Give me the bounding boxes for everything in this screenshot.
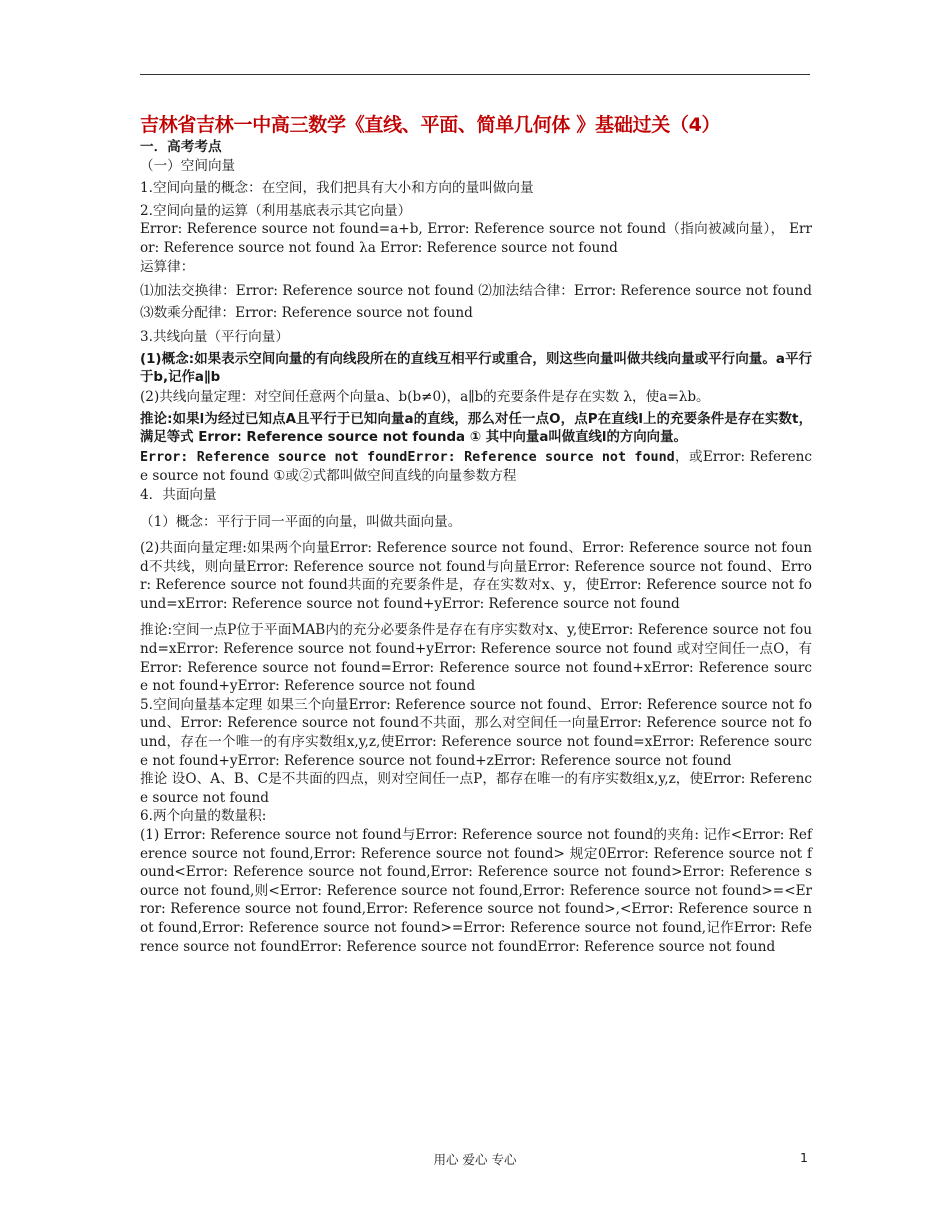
footer-text: 用心 爱心 专心 xyxy=(433,1152,517,1167)
paragraph-coplanar-theorem: (2)共面向量定理:如果两个向量Error: Reference source not found、Error: Reference source not found不共线，则向量Error: Reference source not found与向量Error: Reference source not found、Error: Reference source not found共面的充要条件是，存在实数对x、y，使Error: Reference source not found=xError: Reference source not found+yError: Reference source not found xyxy=(140,540,812,612)
paragraph-rules: ⑴加法交换律：Error: Reference source not found ⑵加法结合律：Error: Reference source not found ⑶数乘分配律：Error: Reference source not found xyxy=(140,283,812,322)
paragraph-rules-label: 运算律： xyxy=(140,258,195,275)
paragraph-basic-corollary: 推论 设O、A、B、C是不共面的四点，则对空间任一点P，都存在唯一的有序实数组x,y,z，使Error: Reference source not found xyxy=(140,771,812,806)
paragraph-concept: 1.空间向量的概念：在空间，我们把具有大小和方向的量叫做向量 xyxy=(140,180,534,197)
document-body xyxy=(140,112,812,956)
paragraph-coplanar-corollary: 推论:空间一点P位于平面MAB内的充分必要条件是存在有序实数对x、y,使Error: Reference source not found=xError: Reference source not found+yError: Reference source not found 或对空间任一点O，有Error: Reference source not found=Error: Reference source not found+xError: Reference source not found+yError: Reference source not found xyxy=(140,622,812,695)
paragraph-collinear-theorem: (2)共线向量定理：对空间任意两个向量a、b(b≠0)，a∥b的充要条件是存在实数 λ，使a=λb。 xyxy=(140,388,710,405)
paragraph-operations: 2.空间向量的运算（利用基底表示其它向量） xyxy=(140,202,412,219)
page-number: 1 xyxy=(800,1150,808,1165)
header-rule xyxy=(140,74,810,75)
section-heading: 一．高考考点 xyxy=(140,139,222,155)
line-equation-rest: ，或Error: Reference source not found ①或②式都叫做空间直线的向量参数方程 xyxy=(140,448,812,485)
paragraph-operations-formulas: Error: Reference source not found=a+b, Error: Reference source not found（指向被减向量）， Error: Reference source not found λa Error: Reference source not found xyxy=(140,221,812,256)
paragraph-line-equation xyxy=(140,448,812,486)
paragraph-collinear-concept: (1)概念:如果表示空间向量的有向线段所在的直线互相平行或重合，则这些向量叫做共线向量或平行向量。a平行于b,记作a∥b xyxy=(140,351,812,386)
paragraph-collinear-corollary: 推论:如果l为经过已知点A且平行于已知向量a的直线，那么对任一点O，点P在直线l上的充要条件是存在实数t，满足等式 Error: Reference source not founda ① 其中向量a叫做直线l的方向向量。 xyxy=(140,411,812,446)
paragraph-dot-product-angle: (1) Error: Reference source not found与Error: Reference source not found的夹角: 记作<Error: Reference source not found,Error: Reference source not found> 规定0Error: Reference source not found<Error: Reference source not found,Error: Reference source not found>Error: Reference source not found,则<Error: Reference source not found,Error: Reference source not found>=<Error: Reference source not found,Error: Reference source not found>,<Error: Reference source not found,Error: Reference source not found>=Error: Reference source not found,记作Error: Reference source not foundError: Reference source not foundError: Reference source not found xyxy=(140,827,812,955)
paragraph-coplanar-heading: 4．共面向量 xyxy=(140,486,217,503)
paragraph-basic-theorem: 5.空间向量基本定理 如果三个向量Error: Reference source not found、Error: Reference source not found、Error: Reference source not found不共面，那么对空间任一向量Error: Reference source not found，存在一个唯一的有序实数组x,y,z,使Error: Reference source not found=xError: Reference source not found+yError: Reference source not found+zError: Reference source not found xyxy=(140,696,812,769)
subsection-heading: （一）空间向量 xyxy=(140,157,236,174)
paragraph-dot-product-heading: 6.两个向量的数量积: xyxy=(140,808,267,825)
paragraph-coplanar-concept: （1）概念：平行于同一平面的向量，叫做共面向量。 xyxy=(140,513,462,530)
page-title: 吉林省吉林一中高三数学《直线、平面、简单几何体 》基础过关（4） xyxy=(140,114,721,136)
line-equation-bold: Error: Reference source not foundError: Reference source not found xyxy=(140,449,675,465)
paragraph-collinear-heading: 3.共线向量（平行向量） xyxy=(140,329,289,346)
